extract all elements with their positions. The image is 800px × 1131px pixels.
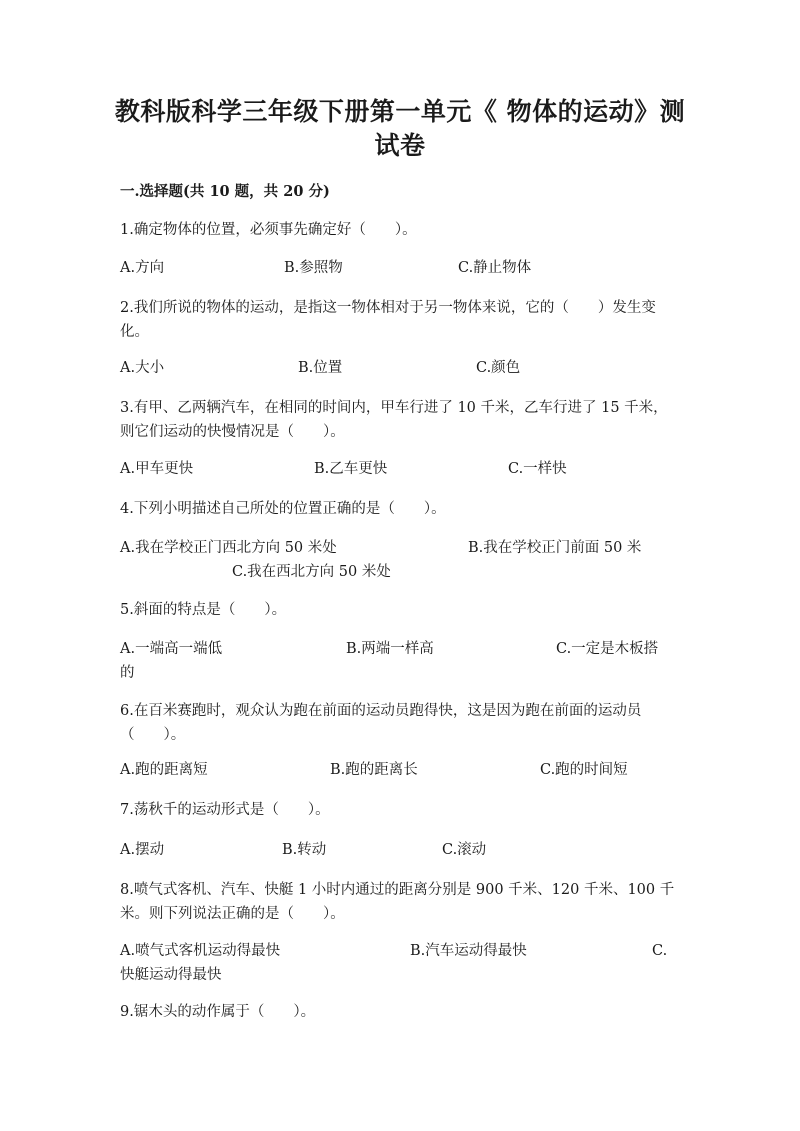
option-c-continued: 的 <box>120 665 135 681</box>
option-a: A.喷气式客机运动得最快 <box>120 943 281 959</box>
question-stem: 7.荡秋千的运动形式是（ ）。 <box>120 802 330 818</box>
option-a: A.甲车更快 <box>120 461 194 477</box>
question-options <box>120 536 680 560</box>
option-a: A.跑的距离短 <box>120 762 208 778</box>
option-a: A.方向 <box>120 260 165 276</box>
page-title <box>110 95 690 163</box>
section-heading: 一.选择题(共 10 题，共 20 分) <box>120 183 330 200</box>
option-c: C.我在西北方向 50 米处 <box>232 564 391 580</box>
title-line-1: 教科版科学三年级下册第一单元《 物体的运动》测 <box>114 97 686 126</box>
option-c: C.跑的时间短 <box>540 762 628 778</box>
question-stem: 2.我们所说的物体的运动，是指这一物体相对于另一物体来说，它的（ ）发生变化。 <box>120 300 656 340</box>
title-line-2: 试卷 <box>374 131 426 160</box>
question-stem: 1.确定物体的位置，必须事先确定好（ ）。 <box>120 222 417 238</box>
option-a: A.大小 <box>120 360 165 376</box>
question-stem: 4.下列小明描述自己所处的位置正确的是（ ）。 <box>120 501 446 517</box>
question-options <box>120 637 680 661</box>
question-options <box>120 758 680 782</box>
option-b: B.参照物 <box>284 260 343 276</box>
option-b: B.汽车运动得最快 <box>410 943 527 959</box>
option-b: B.转动 <box>282 842 327 858</box>
option-c: C.一样快 <box>508 461 567 477</box>
option-a: A.一端高一端低 <box>120 641 223 657</box>
option-b: B.跑的距离长 <box>330 762 418 778</box>
option-c: C.颜色 <box>476 360 521 376</box>
question-stem: 6.在百米赛跑时，观众认为跑在前面的运动员跑得快，这是因为跑在前面的运动员（ ）。 <box>120 703 642 743</box>
option-c-continued: 快艇运动得最快 <box>120 967 222 983</box>
question-options <box>120 939 680 963</box>
question-stem: 9.锯木头的动作属于（ ）。 <box>120 1004 316 1020</box>
question-options <box>120 457 680 481</box>
question-stem: 8.喷气式客机、汽车、快艇 1 小时内通过的距离分别是 900 千米、120 千米、100 千米。则下列说法正确的是（ ）。 <box>120 882 675 922</box>
question-stem: 3.有甲、乙两辆汽车，在相同的时间内，甲车行进了 10 千米，乙车行进了 15 千米，则它们运动的快慢情况是（ ）。 <box>120 400 668 440</box>
option-c: C.一定是木板搭 <box>556 641 659 657</box>
option-c: C.静止物体 <box>458 260 532 276</box>
option-c: C.滚动 <box>442 842 487 858</box>
option-b: B.乙车更快 <box>314 461 388 477</box>
option-b: B.位置 <box>298 360 343 376</box>
option-a: A.摆动 <box>120 842 165 858</box>
question-options <box>120 838 680 862</box>
question-options <box>120 356 680 380</box>
option-b: B.两端一样高 <box>346 641 434 657</box>
question-options <box>120 256 680 280</box>
option-a: A.我在学校正门西北方向 50 米处 <box>120 540 337 556</box>
option-c: C. <box>652 943 668 959</box>
option-b: B.我在学校正门前面 50 米 <box>468 540 642 556</box>
question-stem: 5.斜面的特点是（ ）。 <box>120 602 287 618</box>
